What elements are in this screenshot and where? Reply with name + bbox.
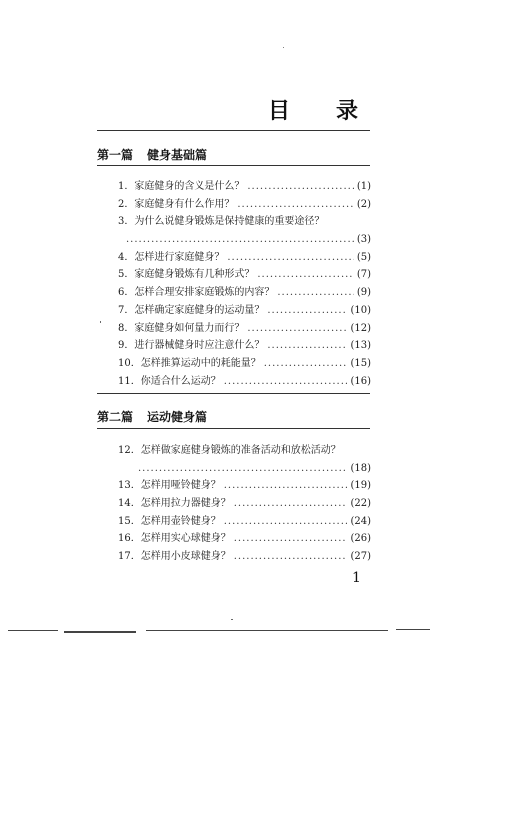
toc-page: (5) — [356, 251, 371, 263]
part-2-rule — [97, 428, 370, 429]
title-rule — [97, 130, 370, 131]
title-char-1: 目 — [268, 99, 337, 124]
leader-dots — [224, 373, 348, 391]
toc-list-part-2 — [118, 442, 371, 566]
toc-entry — [118, 477, 371, 495]
leader-dots — [277, 284, 353, 302]
toc-page: (12) — [350, 322, 371, 334]
toc-page: (7) — [356, 269, 371, 281]
part-heading-2 — [97, 408, 207, 425]
page-number: 1 — [352, 570, 361, 586]
toc-entry — [118, 495, 371, 513]
leader-dots — [237, 196, 353, 214]
leader-dots — [227, 249, 353, 267]
toc-page: (22) — [350, 498, 371, 510]
toc-page: (1) — [356, 181, 371, 192]
scan-edge-line — [64, 631, 136, 633]
part-heading-1 — [97, 146, 207, 163]
toc-page: (24) — [350, 515, 371, 527]
scan-speck — [231, 619, 233, 620]
leader-dots — [257, 266, 353, 284]
toc-page: (2) — [356, 198, 371, 210]
toc-entry — [118, 284, 371, 302]
toc-page: (13) — [350, 340, 371, 352]
scan-speck — [283, 47, 284, 48]
toc-entry — [118, 249, 371, 267]
toc-question: 9．进行器械健身时应注意什么？ — [118, 340, 265, 352]
toc-page: (27) — [350, 551, 371, 563]
toc-entry — [118, 373, 371, 391]
part-number: 第二篇 — [97, 410, 134, 424]
toc-entry — [118, 355, 371, 373]
toc-question: 5．家庭健身锻炼有几种形式？ — [118, 269, 255, 281]
toc-question: 7．怎样确定家庭健身的运动量？ — [118, 304, 265, 316]
toc-question: 10．怎样推算运动中的耗能量？ — [118, 357, 261, 369]
title-char-2: 录 — [336, 99, 405, 124]
leader-dots — [267, 337, 347, 355]
scan-edge-line — [396, 629, 430, 630]
toc-page: (19) — [350, 480, 371, 492]
toc-page: (16) — [350, 375, 371, 387]
toc-entry — [118, 196, 371, 214]
part-name: 运动健身篇 — [147, 410, 208, 424]
leader-dots — [224, 513, 348, 531]
toc-entry — [118, 266, 371, 284]
toc-question: 6．怎样合理安排家庭锻炼的内容？ — [118, 287, 275, 299]
leader-dots — [247, 320, 347, 338]
toc-question: 8．家庭健身如何量力而行？ — [118, 322, 245, 334]
part-2-top-rule — [97, 393, 370, 394]
toc-entry — [118, 530, 371, 548]
toc-question: 14．怎样用拉力器健身？ — [118, 498, 231, 510]
toc-entry — [118, 513, 371, 531]
leader-dots — [247, 178, 353, 196]
page-title — [268, 94, 404, 125]
part-number: 第一篇 — [97, 148, 134, 162]
toc-question: 4．怎样进行家庭健身？ — [118, 251, 225, 263]
toc-page: (9) — [356, 287, 371, 299]
toc-list-part-1 — [118, 178, 371, 390]
leader-dots — [138, 460, 347, 478]
toc-question: 12．怎样做家庭健身锻炼的准备活动和放松活动？ — [118, 445, 341, 456]
toc-entry-continuation — [118, 460, 371, 478]
toc-page: (18) — [350, 462, 371, 474]
scan-edge-line — [8, 630, 58, 631]
leader-dots — [234, 530, 348, 548]
toc-entry — [118, 337, 371, 355]
toc-entry — [118, 320, 371, 338]
toc-question: 17．怎样用小皮球健身？ — [118, 551, 231, 563]
toc-page: (26) — [350, 533, 371, 545]
leader-dots — [267, 302, 347, 320]
toc-entry-continuation — [118, 231, 371, 249]
scan-edge-line — [146, 630, 388, 631]
leader-dots — [224, 477, 348, 495]
leader-dots — [264, 355, 348, 373]
toc-question: 2．家庭健身有什么作用？ — [118, 198, 235, 210]
toc-question: 11．你适合什么运动？ — [118, 375, 221, 387]
toc-entry — [118, 442, 371, 460]
leader-dots — [126, 231, 354, 249]
toc-entry — [118, 302, 371, 320]
toc-page: (3) — [356, 234, 371, 246]
toc-question: 1．家庭健身的含义是什么？ — [118, 181, 245, 192]
leader-dots — [234, 548, 348, 566]
toc-page: (10) — [350, 304, 371, 316]
part-1-rule — [97, 165, 370, 166]
toc-question: 13．怎样用哑铃健身？ — [118, 480, 221, 492]
toc-question: 16．怎样用实心球健身？ — [118, 533, 231, 545]
toc-page: (15) — [350, 357, 371, 369]
toc-entry — [118, 213, 371, 231]
toc-entry — [118, 548, 371, 566]
toc-entry — [118, 178, 371, 196]
part-name: 健身基础篇 — [147, 148, 208, 162]
scan-speck — [100, 321, 101, 323]
toc-question: 15．怎样用壶铃健身？ — [118, 515, 221, 527]
toc-question: 3．为什么说健身锻炼是保持健康的重要途径？ — [118, 216, 325, 228]
leader-dots — [234, 495, 348, 513]
